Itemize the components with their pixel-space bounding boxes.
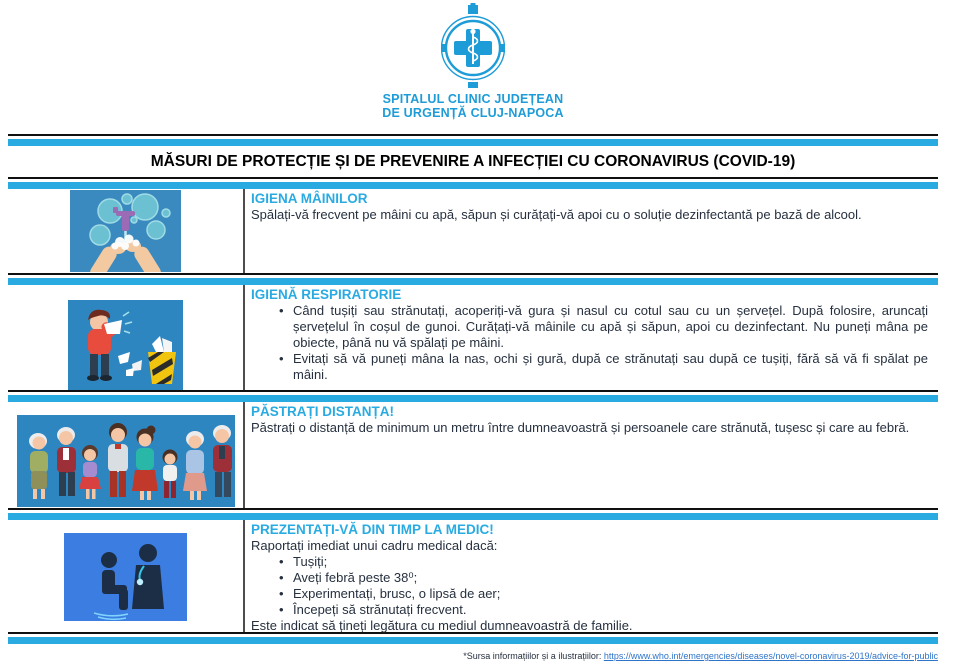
- hospital-name-line2: DE URGENȚĂ CLUJ-NAPOCA: [382, 105, 564, 120]
- bullet-item: • Experimentați, brusc, o lipsă de aer;: [277, 586, 928, 602]
- source-footer: [8, 644, 938, 661]
- page-title: MĂSURI DE PROTECȚIE ȘI DE PREVENIRE A INFECȚIEI CU CORONAVIRUS (COVID-19): [150, 152, 796, 170]
- bullet-item: • Începeți să strănutați frecvent.: [277, 602, 928, 618]
- hand-washing-illustration-icon: [70, 190, 181, 272]
- title-separator-top: [8, 134, 938, 146]
- section-text: [245, 285, 938, 390]
- section-text: [245, 520, 938, 632]
- section-heading: IGIENA MÂINILOR: [251, 191, 368, 206]
- section-heading: PREZENTAȚI-VĂ DIN TIMP LA MEDIC!: [251, 522, 494, 537]
- section-heading: IGIENĂ RESPIRATORIE: [251, 287, 402, 302]
- section-separator: [8, 273, 938, 285]
- section-intro: Raportați imediat unui cadru medical dacă:: [251, 538, 498, 554]
- section-paragraph: Păstrați o distanță de minimum un metru între dumneavoastră și persoanele care strănută, tușesc și care au febră.: [251, 420, 910, 436]
- sneezing-man-illustration-icon: [68, 300, 183, 390]
- section-separator: [8, 390, 938, 402]
- illustration-cell: [8, 189, 245, 273]
- section-see-doctor: [8, 520, 938, 632]
- illustration-cell: [8, 402, 245, 508]
- hospital-logo-icon: [441, 3, 505, 89]
- hospital-name-line1: SPITALUL CLINIC JUDEȚEAN: [382, 92, 564, 106]
- poster-document: [8, 0, 938, 661]
- section-separator: [8, 508, 938, 520]
- document-header: [8, 0, 938, 134]
- section-separator: [8, 177, 938, 189]
- section-keep-distance: [8, 402, 938, 508]
- doctor-patient-pictogram-icon: [64, 533, 187, 621]
- section-text: [245, 189, 938, 273]
- section-hand-hygiene: [8, 189, 938, 273]
- section-respiratory-hygiene: [8, 285, 938, 390]
- source-label: *Sursa informațiilor și a ilustrațiilor:: [463, 651, 604, 661]
- bottom-separator: [8, 632, 938, 644]
- bullet-item: • Când tușiți sau strănutați, acoperiți-vă gura și nasul cu cotul sau cu un șervețel. După folosire, aruncați șervețelul în coșul de gunoi. Curățați-vă mâinile cu apă și săpun, apoi cu dezinfectant. Nu puneți mâna pe obiecte, până nu vă spălați pe mâini.: [277, 303, 928, 351]
- illustration-cell: [8, 285, 245, 390]
- illustration-cell: [8, 520, 245, 632]
- section-outro: Este indicat să țineți legătura cu mediul dumneavoastră de familie.: [251, 617, 633, 633]
- bullet-item: • Evitați să vă puneți mâna la nas, ochi și gură, după ce strănutați sau după ce tușiți, fără să vă fi spălat pe mâini.: [277, 351, 928, 383]
- family-group-illustration-icon: [17, 415, 235, 507]
- section-heading: PĂSTRAȚI DISTANȚA!: [251, 404, 394, 419]
- section-text: [245, 402, 938, 508]
- section-paragraph: Spălați-vă frecvent pe mâini cu apă, săpun și curățați-vă apoi cu o soluție dezinfectantă pe bază de alcool.: [251, 207, 862, 223]
- bullet-item: • Tușiți;: [277, 554, 928, 570]
- bullet-item: • Aveți febră peste 38⁰;: [277, 570, 928, 586]
- source-link[interactable]: https://www.who.int/emergencies/diseases/novel-coronavirus-2019/advice-for-public: [603, 651, 938, 661]
